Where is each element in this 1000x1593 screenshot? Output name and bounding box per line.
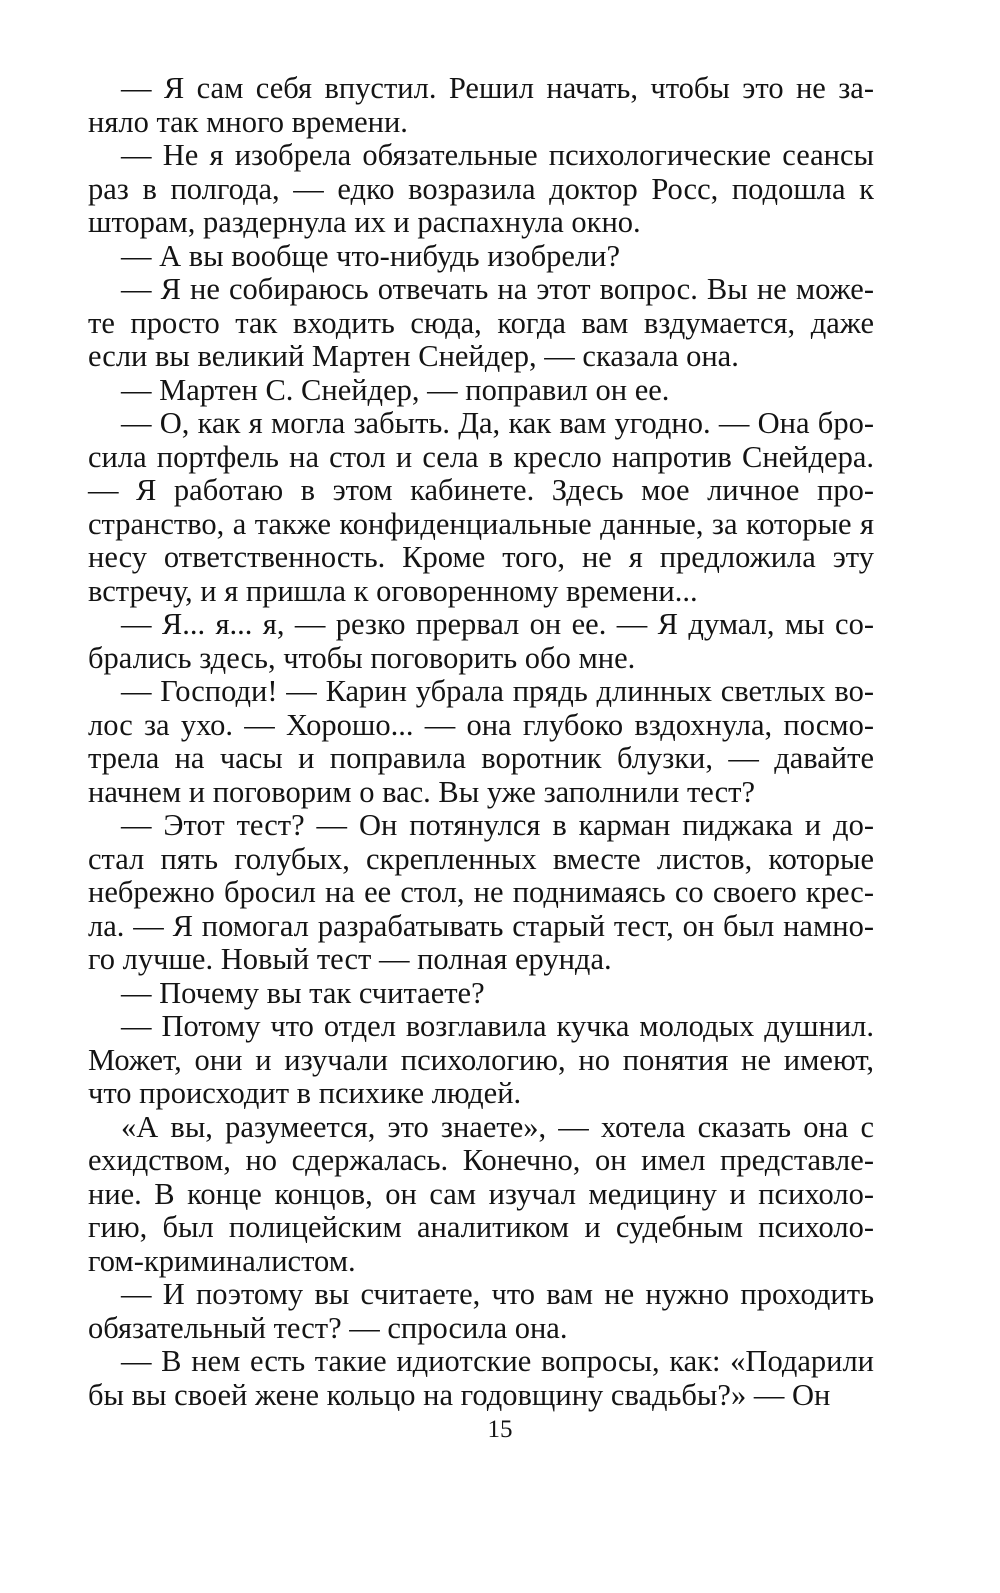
paragraph-4: — Я не собираюсь отвечать на этот вопрос. Вы не можете просто так входить сюда, когда вам вздумается, даже если вы великий Мартен Снейдер, — сказала она. [88, 272, 874, 373]
paragraph-10: — Почему вы так считаете? [121, 975, 485, 1010]
paragraph-5: — Мартен С. Снейдер, — поправил он ее. [121, 372, 670, 407]
paragraph-6: — О, как я могла забыть. Да, как вам угодно. — Она бросила портфель на стол и села в кресло напротив Снейдера. — Я работаю в этом кабинете. Здесь мое личное пространство, а также конфиденциальные данные, за которые я несу ответственность. Кроме того, не я предложила эту встречу, и я пришла к оговоренному времени... [88, 406, 874, 608]
paragraph-7: — Я... я... я, — резко прервал он ее. — Я думал, мы собрались здесь, чтобы поговорить обо мне. [88, 607, 874, 675]
paragraph-1: — Я сам себя впустил. Решил начать, чтобы это не заняло так много времени. [88, 71, 874, 139]
page-number: 15 [487, 1416, 513, 1443]
page-body-text [88, 72, 874, 1412]
paragraph-8: — Господи! — Карин убрала прядь длинных светлых волос за ухо. — Хорошо... — она глубоко вздохнула, посмотрела на часы и поправила воротник блузки, — давайте начнем и поговорим о вас. Вы уже заполнили тест? [88, 674, 874, 809]
paragraph-13: — И поэтому вы считаете, что вам не нужно проходить обязательный тест? — спросила она. [88, 1277, 874, 1345]
paragraph-2: — Не я изобрела обязательные психологические сеансы раз в полгода, — едко возразила доктор Росс, подошла к шторам, раздернула их и распахнула окно. [88, 138, 874, 239]
paragraph-14: — В нем есть такие идиотские вопросы, как: «Подарили бы вы своей жене кольцо на годовщину свадьбы?» — Он [88, 1344, 874, 1412]
paragraph-12: «А вы, разумеется, это знаете», — хотела сказать она с ехидством, но сдержалась. Конечно, он имел представление. В конце концов, он сам изучал медицину и психологию, был полицейским аналитиком и судебным психологом-криминалистом. [88, 1109, 874, 1278]
paragraph-3: — А вы вообще что-нибудь изобрели? [121, 238, 621, 273]
paragraph-9: — Этот тест? — Он потянулся в карман пиджака и достал пять голубых, скрепленных вместе листов, которые небрежно бросил на ее стол, не поднимаясь со своего кресла. — Я помогал разрабатывать старый тест, он был намного лучше. Новый тест — полная ерунда. [88, 808, 874, 976]
paragraph-11: — Потому что отдел возглавила кучка молодых душнил. Может, они и изучали психологию, но понятия не имеют, что происходит в психике людей. [88, 1009, 874, 1110]
